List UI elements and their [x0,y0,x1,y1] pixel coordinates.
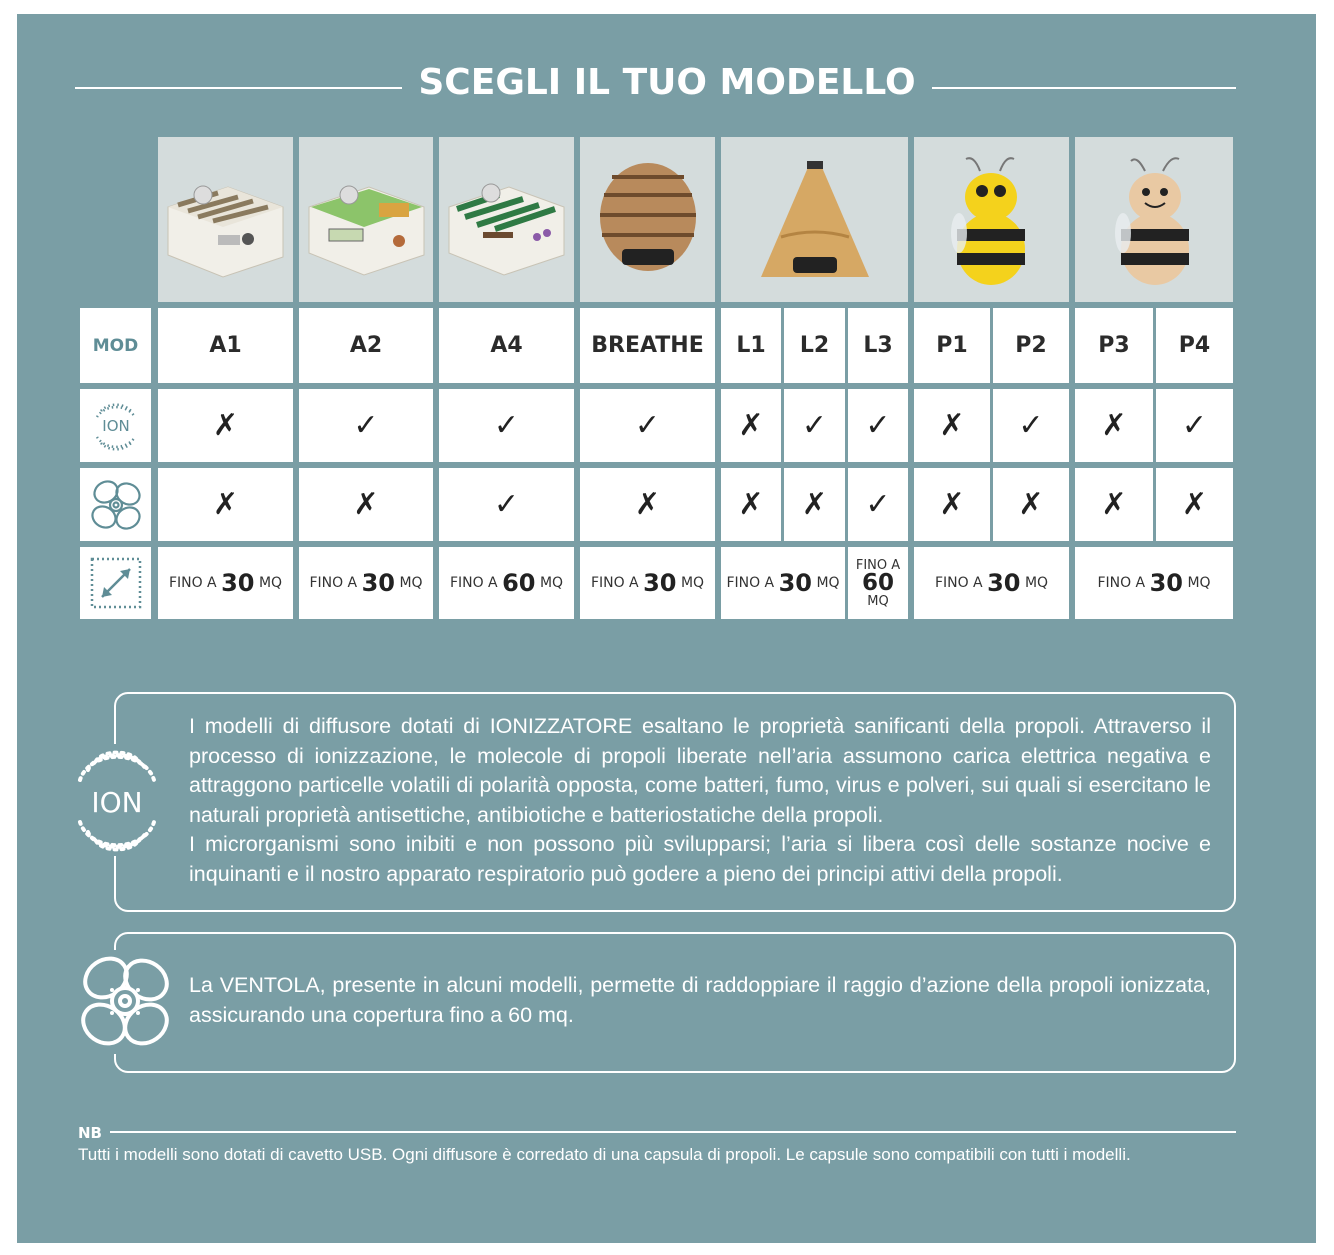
fan-p2: ✗ [993,468,1069,541]
model-a1: A1 [158,308,293,383]
ion-breathe: ✓ [580,389,715,462]
ion-description: I modelli di diffusore dotati di IONIZZATORE esaltano le proprietà sanificanti della propoli. Attraverso il processo di ionizzazione, le molecole di propoli liberate nell’aria assumono carica elettrica negativa e attraggono particelle volatili di polarità opposta, come batteri, fumo, virus e polveri, sui quali si esercitano le naturali proprietà antisettiche, antibiotiche e batteriostatiche della propoli. I microrganismi sono inibiti e non possono più svilupparsi; l’aria si libera così delle sostanze nocive e inquinanti e il nostro apparato respiratorio può godere a pieno dei principi attivi della propoli. [189,714,1211,886]
ion-l2: ✓ [784,389,845,462]
product-image-p3-p4 [1075,137,1233,302]
model-l1: L1 [721,308,781,383]
coverage-breathe: FINO A 30 MQ [580,547,715,619]
ion-box-icon [72,744,162,856]
ion-icon [80,389,151,462]
model-l2: L2 [784,308,845,383]
model-p3: P3 [1075,308,1153,383]
ion-p3: ✗ [1075,389,1153,462]
model-breathe: BREATHE [580,308,715,383]
fan-breathe: ✗ [580,468,715,541]
model-a2: A2 [299,308,433,383]
coverage-a1: FINO A 30 MQ [158,547,293,619]
model-l3: L3 [848,308,908,383]
product-image-breathe [580,137,715,302]
fan-a2: ✗ [299,468,433,541]
fan-l3: ✓ [848,468,908,541]
model-p2: P2 [993,308,1069,383]
ion-p4: ✓ [1156,389,1233,462]
ion-a2: ✓ [299,389,433,462]
coverage-p3-p4: FINO A 30 MQ [1075,547,1233,619]
nb-label: NB [78,1124,102,1142]
fan-icon [80,468,151,541]
product-image-a4 [439,137,574,302]
coverage-p1-p2: FINO A 30 MQ [914,547,1069,619]
ion-l1: ✗ [721,389,781,462]
product-image-l [721,137,908,302]
fan-description: La VENTOLA, presente in alcuni modelli, permette di raddoppiare il raggio d’azione della propoli ionizzata, assicurando una copertura fino a 60 mq. [189,973,1211,1027]
model-p1: P1 [914,308,990,383]
ion-l3: ✓ [848,389,908,462]
svg-text:ION: ION [101,416,130,435]
coverage-l1-l2: FINO A 30 MQ [721,547,845,619]
page-title: SCEGLI IL TUO MODELLO [0,62,1334,103]
nb-rule [110,1131,1236,1133]
fan-l1: ✗ [721,468,781,541]
product-image-a1 [158,137,293,302]
product-image-p1-p2 [914,137,1069,302]
fan-p3: ✗ [1075,468,1153,541]
model-p4: P4 [1156,308,1233,383]
fan-a1: ✗ [158,468,293,541]
fan-l2: ✗ [784,468,845,541]
ion-a1: ✗ [158,389,293,462]
fan-box-icon [72,950,178,1054]
area-icon [80,547,151,619]
coverage-a2: FINO A 30 MQ [299,547,433,619]
nb-text: Tutti i modelli sono dotati di cavetto USB. Ogni diffusore è corredato di una capsula di propoli. Le capsule sono compatibili con tutti i modelli. [78,1145,1131,1164]
fan-p1: ✗ [914,468,990,541]
ion-p2: ✓ [993,389,1069,462]
model-a4: A4 [439,308,574,383]
svg-text:ION: ION [91,786,143,819]
ion-p1: ✗ [914,389,990,462]
product-image-a2 [299,137,433,302]
row-label-mod: MOD [80,308,151,383]
fan-a4: ✓ [439,468,574,541]
ion-a4: ✓ [439,389,574,462]
coverage-l3: FINO A 60 MQ [848,547,908,619]
fan-p4: ✗ [1156,468,1233,541]
coverage-a4: FINO A 60 MQ [439,547,574,619]
